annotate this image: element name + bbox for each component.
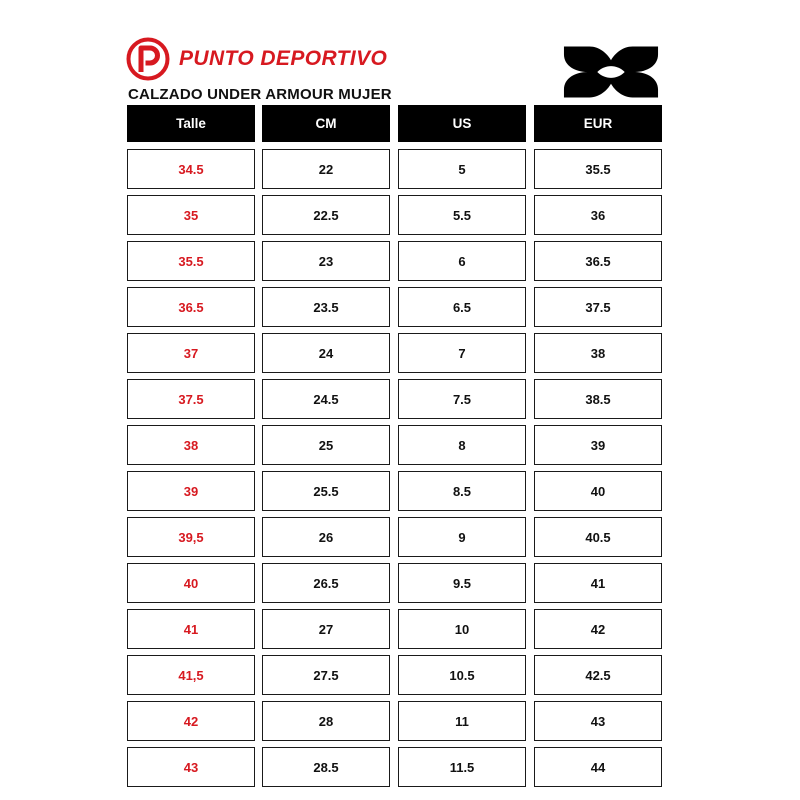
cell-cm: 22 <box>262 149 390 189</box>
cell-cm: 27 <box>262 609 390 649</box>
cell-eur: 42.5 <box>534 655 662 695</box>
cell-cm: 24.5 <box>262 379 390 419</box>
cell-us: 7 <box>398 333 526 373</box>
cell-eur: 40 <box>534 471 662 511</box>
cell-us: 5.5 <box>398 195 526 235</box>
brand-name: PUNTO DEPORTIVO <box>179 47 388 70</box>
page-subtitle: CALZADO UNDER ARMOUR MUJER <box>128 86 392 103</box>
cell-talle: 41 <box>127 609 255 649</box>
table-row <box>0 747 800 787</box>
header-cm: CM <box>262 105 390 142</box>
table-row <box>0 287 800 327</box>
cell-eur: 40.5 <box>534 517 662 557</box>
cell-cm: 26 <box>262 517 390 557</box>
table-row <box>0 609 800 649</box>
cell-eur: 38 <box>534 333 662 373</box>
cell-talle: 34.5 <box>127 149 255 189</box>
cell-us: 10.5 <box>398 655 526 695</box>
cell-eur: 38.5 <box>534 379 662 419</box>
cell-us: 5 <box>398 149 526 189</box>
header-us: US <box>398 105 526 142</box>
cell-talle: 39,5 <box>127 517 255 557</box>
cell-talle: 36.5 <box>127 287 255 327</box>
under-armour-logo-icon <box>562 44 660 100</box>
cell-cm: 28.5 <box>262 747 390 787</box>
table-row <box>0 471 800 511</box>
cell-cm: 23 <box>262 241 390 281</box>
cell-eur: 43 <box>534 701 662 741</box>
table-row <box>0 333 800 373</box>
cell-cm: 27.5 <box>262 655 390 695</box>
cell-cm: 26.5 <box>262 563 390 603</box>
cell-cm: 25.5 <box>262 471 390 511</box>
brand-logo <box>126 36 387 82</box>
cell-cm: 24 <box>262 333 390 373</box>
cell-talle: 40 <box>127 563 255 603</box>
table-row <box>0 149 800 189</box>
cell-eur: 37.5 <box>534 287 662 327</box>
cell-talle: 35.5 <box>127 241 255 281</box>
cell-eur: 39 <box>534 425 662 465</box>
cell-talle: 37 <box>127 333 255 373</box>
cell-eur: 36.5 <box>534 241 662 281</box>
cell-us: 10 <box>398 609 526 649</box>
header-talle: Talle <box>127 105 255 142</box>
cell-us: 11 <box>398 701 526 741</box>
table-row <box>0 241 800 281</box>
cell-cm: 28 <box>262 701 390 741</box>
punto-deportivo-logo-icon <box>126 37 170 81</box>
cell-talle: 35 <box>127 195 255 235</box>
cell-eur: 36 <box>534 195 662 235</box>
cell-us: 8.5 <box>398 471 526 511</box>
cell-cm: 25 <box>262 425 390 465</box>
cell-us: 9.5 <box>398 563 526 603</box>
cell-talle: 39 <box>127 471 255 511</box>
cell-talle: 38 <box>127 425 255 465</box>
cell-us: 6.5 <box>398 287 526 327</box>
cell-eur: 44 <box>534 747 662 787</box>
cell-cm: 22.5 <box>262 195 390 235</box>
cell-eur: 41 <box>534 563 662 603</box>
cell-us: 9 <box>398 517 526 557</box>
cell-us: 8 <box>398 425 526 465</box>
cell-eur: 42 <box>534 609 662 649</box>
cell-us: 11.5 <box>398 747 526 787</box>
cell-talle: 37.5 <box>127 379 255 419</box>
table-row <box>0 701 800 741</box>
cell-eur: 35.5 <box>534 149 662 189</box>
table-row <box>0 655 800 695</box>
table-row <box>0 425 800 465</box>
header-eur: EUR <box>534 105 662 142</box>
cell-us: 7.5 <box>398 379 526 419</box>
table-row <box>0 195 800 235</box>
table-row <box>0 563 800 603</box>
cell-us: 6 <box>398 241 526 281</box>
cell-talle: 42 <box>127 701 255 741</box>
cell-cm: 23.5 <box>262 287 390 327</box>
cell-talle: 43 <box>127 747 255 787</box>
table-row <box>0 517 800 557</box>
cell-talle: 41,5 <box>127 655 255 695</box>
table-row <box>0 379 800 419</box>
